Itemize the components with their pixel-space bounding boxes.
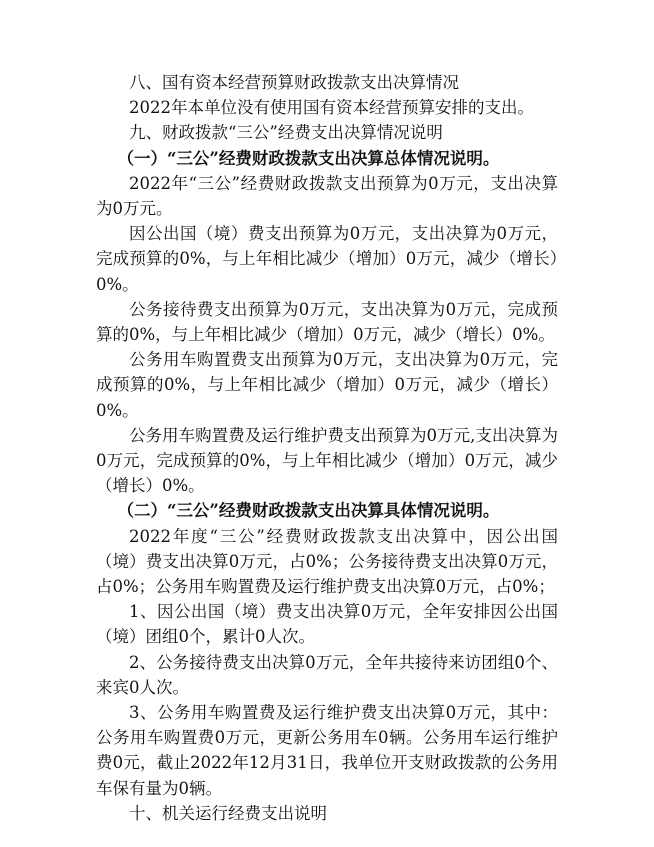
document-page bbox=[96, 70, 558, 826]
subsection-heading-1: （一）“三公”经费财政拨款支出决算总体情况说明。 bbox=[117, 148, 500, 168]
section-heading-9: 九、财政拨款“三公”经费支出决算情况说明 bbox=[129, 123, 443, 143]
paragraph-vehicle-operation: 公务用车购置费及运行维护费支出预算为0万元,支出决算为0万元，完成预算的0%，与上年相比减少（增加）0万元，减少（增长）0%。 bbox=[96, 425, 558, 496]
section-heading-10: 十、机关运行经费支出说明 bbox=[129, 803, 327, 823]
paragraph-breakdown: 2022年度“三公”经费财政拨款支出决算中，因公出国（境）费支出决算0万元，占0%；公务接待费支出决算0万元，占0%；公务用车购置费及运行维护费支出决算0万元，占0%； bbox=[96, 526, 558, 597]
paragraph-overseas-travel: 因公出国（境）费支出预算为0万元，支出决算为0万元，完成预算的0%，与上年相比减少（增加）0万元，减少（增长）0%。 bbox=[96, 224, 558, 294]
subsection-heading-2: （二）“三公”经费财政拨款支出决算具体情况说明。 bbox=[117, 501, 500, 521]
paragraph-state-capital: 2022年本单位没有使用国有资本经营预算安排的支出。 bbox=[129, 98, 534, 118]
paragraph-reception: 公务接待费支出预算为0万元，支出决算为0万元，完成预算的0%，与上年相比减少（增加）0万元，减少（增长）0%。 bbox=[96, 299, 558, 345]
section-heading-8: 八、国有资本经营预算财政拨款支出决算情况 bbox=[129, 73, 459, 92]
paragraph-total-budget: 2022年“三公”经费财政拨款支出预算为0万元，支出决算为0万元。 bbox=[96, 173, 558, 219]
paragraph-item-1: 1、因公出国（境）费支出决算0万元，全年安排因公出国（境）团组0个，累计0人次。 bbox=[96, 602, 558, 647]
paragraph-item-2: 2、公务接待费支出决算0万元，全年共接待来访团组0个、来宾0人次。 bbox=[96, 652, 558, 697]
paragraph-item-3: 3、公务用车购置费及运行维护费支出决算0万元，其中：公务用车购置费0万元，更新公务用车0辆。公务用车运行维护费0元，截止2022年12月31日，我单位开支财政拨款的公务用车保有量为0辆。 bbox=[96, 703, 558, 798]
paragraph-vehicle-purchase: 公务用车购置费支出预算为0万元，支出决算为0万元，完成预算的0%，与上年相比减少（增加）0万元，减少（增长）0%。 bbox=[96, 350, 558, 420]
